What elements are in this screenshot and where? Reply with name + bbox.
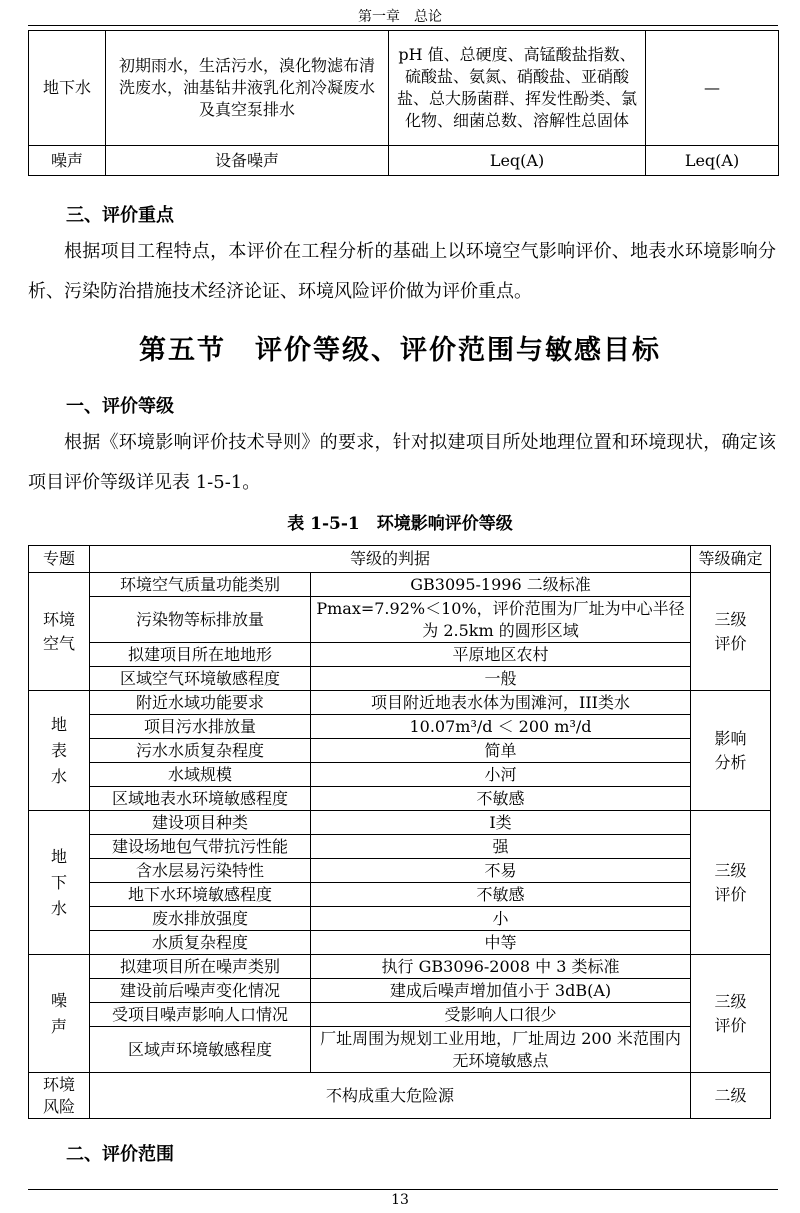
item-cell: 地下水环境敏感程度 bbox=[90, 883, 311, 907]
item-cell: 受项目噪声影响人口情况 bbox=[90, 1003, 311, 1027]
footer-divider bbox=[28, 1189, 778, 1190]
topic-air: 环境空气 bbox=[29, 573, 90, 691]
value-cell: 厂址周围为规划工业用地，厂址周边 200 米范围内无环境敏感点 bbox=[311, 1027, 691, 1073]
page-header-title: 第一章 总论 bbox=[358, 9, 442, 25]
table-row bbox=[29, 931, 771, 955]
value-cell: 平原地区农村 bbox=[311, 643, 691, 667]
item-cell: 拟建项目所在噪声类别 bbox=[90, 955, 311, 979]
header-topic: 专题 bbox=[29, 546, 90, 573]
table-row bbox=[29, 883, 771, 907]
table-caption: 表 1-5-1 环境影响评价等级 bbox=[287, 514, 513, 534]
value-cell: 执行 GB3096-2008 中 3 类标准 bbox=[311, 955, 691, 979]
evaluation-grade-table bbox=[28, 545, 771, 1119]
value-cell: 受影响人口很少 bbox=[311, 1003, 691, 1027]
table-row bbox=[29, 955, 771, 979]
factors-cell: Leq(A) bbox=[389, 146, 646, 176]
eval-cell: — bbox=[646, 31, 779, 146]
pollution-factor-table-continued bbox=[28, 30, 779, 176]
value-cell: 小河 bbox=[311, 763, 691, 787]
table-row bbox=[29, 811, 771, 835]
item-cell: 含水层易污染特性 bbox=[90, 859, 311, 883]
table-row bbox=[29, 715, 771, 739]
value-cell: 不易 bbox=[311, 859, 691, 883]
item-cell: 水质复杂程度 bbox=[90, 931, 311, 955]
paragraph-evaluation-grade: 根据《环境影响评价技术导则》的要求，针对拟建项目所处地理位置和环境现状，确定该项目评价等级详见表 1-5-1。 bbox=[28, 432, 776, 493]
item-cell: 建设项目种类 bbox=[90, 811, 311, 835]
category-cell: 噪声 bbox=[29, 146, 106, 176]
table-row bbox=[29, 1073, 771, 1119]
heading-evaluation-focus: 三、评价重点 bbox=[66, 205, 174, 226]
value-cell: 强 bbox=[311, 835, 691, 859]
header-divider bbox=[28, 25, 778, 26]
value-cell: 不敏感 bbox=[311, 787, 691, 811]
section-title: 第五节 评价等级、评价范围与敏感目标 bbox=[139, 335, 661, 366]
table-row bbox=[29, 739, 771, 763]
eval-cell: Leq(A) bbox=[646, 146, 779, 176]
header-basis: 等级的判据 bbox=[90, 546, 691, 573]
value-cell: 项目附近地表水体为围滩河，III类水 bbox=[311, 691, 691, 715]
table-row bbox=[29, 691, 771, 715]
table-row bbox=[29, 787, 771, 811]
item-cell: 附近水域功能要求 bbox=[90, 691, 311, 715]
header-grade: 等级确定 bbox=[691, 546, 771, 573]
item-cell: 环境空气质量功能类别 bbox=[90, 573, 311, 597]
item-cell: 区域空气环境敏感程度 bbox=[90, 667, 311, 691]
item-cell: 建设场地包气带抗污性能 bbox=[90, 835, 311, 859]
table-row bbox=[29, 667, 771, 691]
value-cell: 小 bbox=[311, 907, 691, 931]
value-cell: 建成后噪声增加值小于 3dB(A) bbox=[311, 979, 691, 1003]
table-row bbox=[29, 1003, 771, 1027]
grade-surface-water: 影响分析 bbox=[691, 691, 771, 811]
table-row bbox=[29, 859, 771, 883]
grade-noise: 三级评价 bbox=[691, 955, 771, 1073]
item-cell: 区域声环境敏感程度 bbox=[90, 1027, 311, 1073]
item-cell: 建设前后噪声变化情况 bbox=[90, 979, 311, 1003]
value-cell: 简单 bbox=[311, 739, 691, 763]
value-cell: GB3095-1996 二级标准 bbox=[311, 573, 691, 597]
table-row bbox=[29, 146, 779, 176]
topic-risk: 环境风险 bbox=[29, 1073, 90, 1119]
item-cell: 污水水质复杂程度 bbox=[90, 739, 311, 763]
value-cell: 一般 bbox=[311, 667, 691, 691]
item-cell: 废水排放强度 bbox=[90, 907, 311, 931]
topic-surface-water: 地表水 bbox=[29, 691, 90, 811]
topic-noise: 噪声 bbox=[29, 955, 90, 1073]
value-cell: 中等 bbox=[311, 931, 691, 955]
item-cell: 项目污水排放量 bbox=[90, 715, 311, 739]
value-cell: Ⅰ类 bbox=[311, 811, 691, 835]
table-row bbox=[29, 1027, 771, 1073]
table-row bbox=[29, 763, 771, 787]
table-row bbox=[29, 907, 771, 931]
grade-groundwater: 三级评价 bbox=[691, 811, 771, 955]
page-number: 13 bbox=[391, 1192, 409, 1208]
category-cell: 地下水 bbox=[29, 31, 106, 146]
item-cell: 水域规模 bbox=[90, 763, 311, 787]
value-cell: 10.07m³/d ＜ 200 m³/d bbox=[311, 715, 691, 739]
table-row bbox=[29, 979, 771, 1003]
table-row bbox=[29, 835, 771, 859]
table-row bbox=[29, 597, 771, 643]
grade-risk: 二级 bbox=[691, 1073, 771, 1119]
item-cell: 区域地表水环境敏感程度 bbox=[90, 787, 311, 811]
value-cell: 不构成重大危险源 bbox=[90, 1073, 691, 1119]
heading-evaluation-scope: 二、评价范围 bbox=[66, 1144, 174, 1165]
value-cell: 不敏感 bbox=[311, 883, 691, 907]
table-header-row bbox=[29, 546, 771, 573]
value-cell: Pmax=7.92%＜10%，评价范围为厂址为中心半径为 2.5km 的圆形区域 bbox=[311, 597, 691, 643]
item-cell: 拟建项目所在地地形 bbox=[90, 643, 311, 667]
item-cell: 污染物等标排放量 bbox=[90, 597, 311, 643]
grade-air: 三级评价 bbox=[691, 573, 771, 691]
factors-cell: pH 值、总硬度、高锰酸盐指数、硫酸盐、氨氮、硝酸盐、亚硝酸盐、总大肠菌群、挥发性酚类、氯化物、细菌总数、溶解性总固体 bbox=[389, 31, 646, 146]
table-row bbox=[29, 643, 771, 667]
table-row bbox=[29, 31, 779, 146]
sources-cell: 设备噪声 bbox=[106, 146, 389, 176]
heading-evaluation-grade: 一、评价等级 bbox=[66, 396, 174, 417]
table-row bbox=[29, 573, 771, 597]
sources-cell: 初期雨水，生活污水，溴化物滤布清洗废水，油基钻井液乳化剂冷凝废水及真空泵排水 bbox=[106, 31, 389, 146]
paragraph-evaluation-focus: 根据项目工程特点，本评价在工程分析的基础上以环境空气影响评价、地表水环境影响分析、污染防治措施技术经济论证、环境风险评价做为评价重点。 bbox=[28, 241, 776, 302]
topic-groundwater: 地下水 bbox=[29, 811, 90, 955]
